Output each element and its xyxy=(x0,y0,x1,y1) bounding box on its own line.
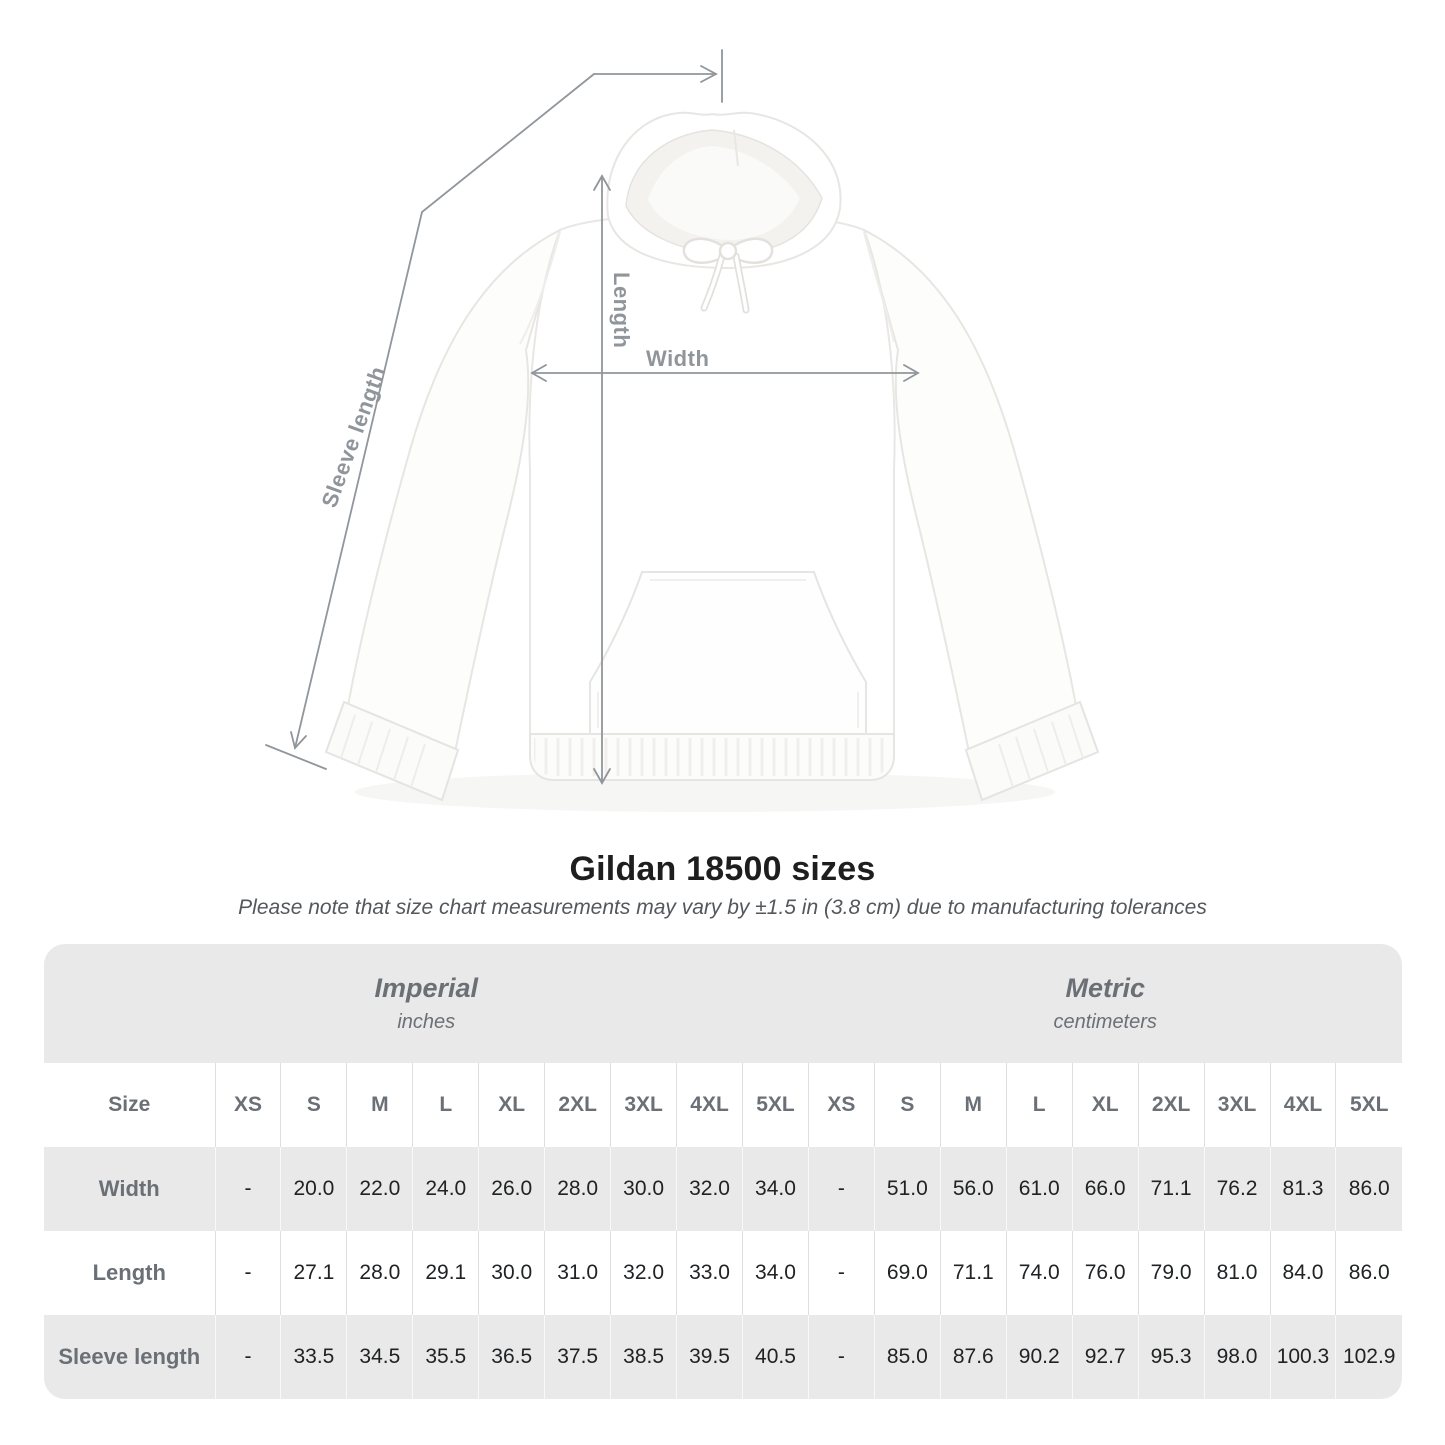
measurement-cell: 20.0 xyxy=(281,1147,347,1231)
measurement-cell: 69.0 xyxy=(874,1231,940,1315)
measurement-cell: 40.5 xyxy=(743,1315,809,1399)
width-measurement-label: Width xyxy=(646,346,710,371)
size-column-header: 2XL xyxy=(1138,1063,1204,1147)
measurement-cell: 98.0 xyxy=(1204,1315,1270,1399)
measurement-cell: 26.0 xyxy=(479,1147,545,1231)
measurement-cell: 84.0 xyxy=(1270,1231,1336,1315)
imperial-sublabel: inches xyxy=(397,1011,456,1033)
size-column-header: L xyxy=(413,1063,479,1147)
measurement-cell: - xyxy=(808,1315,874,1399)
measurement-cell: 71.1 xyxy=(940,1231,1006,1315)
measurement-cell: 29.1 xyxy=(413,1231,479,1315)
size-column-header: 2XL xyxy=(545,1063,611,1147)
size-column-header: 5XL xyxy=(1336,1063,1402,1147)
measurement-cell: 33.0 xyxy=(677,1231,743,1315)
measurement-cell: 39.5 xyxy=(677,1315,743,1399)
measurement-cell: 79.0 xyxy=(1138,1231,1204,1315)
size-column-header: 3XL xyxy=(611,1063,677,1147)
metric-sublabel: centimeters xyxy=(1053,1011,1157,1033)
measurement-cell: 51.0 xyxy=(874,1147,940,1231)
measurement-cell: 92.7 xyxy=(1072,1315,1138,1399)
row-label: Width xyxy=(98,1176,160,1201)
measurement-cell: - xyxy=(215,1231,281,1315)
size-column-header: L xyxy=(1006,1063,1072,1147)
measurement-cell: 27.1 xyxy=(281,1231,347,1315)
measurement-cell: 102.9 xyxy=(1336,1315,1402,1399)
measurement-cell: 66.0 xyxy=(1072,1147,1138,1231)
measurement-cell: 87.6 xyxy=(940,1315,1006,1399)
size-column-header: S xyxy=(281,1063,347,1147)
measurement-row xyxy=(44,1315,1402,1399)
left-sleeve xyxy=(326,230,560,800)
measurement-cell: 85.0 xyxy=(874,1315,940,1399)
measurement-cell: 34.0 xyxy=(743,1231,809,1315)
measurement-cell: 56.0 xyxy=(940,1147,1006,1231)
measurement-cell: 76.2 xyxy=(1204,1147,1270,1231)
measurement-cell: 90.2 xyxy=(1006,1315,1072,1399)
size-column-header: 4XL xyxy=(677,1063,743,1147)
measurement-row xyxy=(44,1147,1402,1231)
measurement-cell: 28.0 xyxy=(545,1147,611,1231)
measurement-cell: 74.0 xyxy=(1006,1231,1072,1315)
measurement-cell: - xyxy=(215,1315,281,1399)
measurement-cell: 100.3 xyxy=(1270,1315,1336,1399)
measurement-cell: - xyxy=(808,1147,874,1231)
measurement-cell: 76.0 xyxy=(1072,1231,1138,1315)
row-label: Sleeve length xyxy=(58,1344,201,1369)
measurement-cell: 86.0 xyxy=(1336,1147,1402,1231)
shoulder-guide-line xyxy=(594,50,722,102)
measurement-cell: 86.0 xyxy=(1336,1231,1402,1315)
metric-unit-header xyxy=(808,944,1402,1063)
size-column-header: 4XL xyxy=(1270,1063,1336,1147)
measurement-cell: - xyxy=(215,1147,281,1231)
measurement-cell: 28.0 xyxy=(347,1231,413,1315)
size-column-header: XL xyxy=(479,1063,545,1147)
measurement-cell: 71.1 xyxy=(1138,1147,1204,1231)
measurement-cell: 32.0 xyxy=(611,1231,677,1315)
imperial-unit-header xyxy=(44,944,808,1063)
page-title: Gildan 18500 sizes xyxy=(569,850,876,888)
length-measurement-label: Length xyxy=(609,272,634,349)
size-column-header: 3XL xyxy=(1204,1063,1270,1147)
measurement-cell: 81.0 xyxy=(1204,1231,1270,1315)
right-sleeve xyxy=(864,230,1098,800)
measurement-cell: 34.0 xyxy=(743,1147,809,1231)
measurement-cell: - xyxy=(808,1231,874,1315)
measurement-cell: 37.5 xyxy=(545,1315,611,1399)
row-label: Length xyxy=(92,1260,166,1285)
measurement-cell: 33.5 xyxy=(281,1315,347,1399)
measurement-cell: 32.0 xyxy=(677,1147,743,1231)
size-column-header: M xyxy=(940,1063,1006,1147)
size-column-header: M xyxy=(347,1063,413,1147)
measurement-cell: 81.3 xyxy=(1270,1147,1336,1231)
measurement-cell: 35.5 xyxy=(413,1315,479,1399)
size-chart-table-container xyxy=(44,944,1402,1399)
measurement-row xyxy=(44,1231,1402,1315)
measurement-cell: 34.5 xyxy=(347,1315,413,1399)
unit-header-row xyxy=(44,944,1402,1063)
size-column-header: XS xyxy=(808,1063,874,1147)
measurement-cell: 30.0 xyxy=(611,1147,677,1231)
size-corner-header: Size xyxy=(44,1063,215,1147)
measurement-cell: 24.0 xyxy=(413,1147,479,1231)
measurement-cell: 31.0 xyxy=(545,1231,611,1315)
measurement-cell: 38.5 xyxy=(611,1315,677,1399)
size-header-row xyxy=(44,1063,1402,1147)
size-column-header: XS xyxy=(215,1063,281,1147)
imperial-label: Imperial xyxy=(374,973,478,1003)
hem-band xyxy=(530,734,894,780)
measurement-cell: 36.5 xyxy=(479,1315,545,1399)
measurement-cell: 95.3 xyxy=(1138,1315,1204,1399)
size-column-header: 5XL xyxy=(743,1063,809,1147)
size-column-header: S xyxy=(874,1063,940,1147)
sleeve-length-measurement-label: Sleeve length xyxy=(316,362,391,511)
tolerance-note: Please note that size chart measurements may vary by ±1.5 in (3.8 cm) due to manufacturing tolerances xyxy=(238,896,1207,919)
measurement-cell: 30.0 xyxy=(479,1231,545,1315)
size-column-header: XL xyxy=(1072,1063,1138,1147)
measurement-cell: 61.0 xyxy=(1006,1147,1072,1231)
metric-label: Metric xyxy=(1065,973,1145,1003)
sleeve-end-tick xyxy=(266,745,326,769)
measurement-cell: 22.0 xyxy=(347,1147,413,1231)
size-chart-table xyxy=(44,944,1402,1399)
